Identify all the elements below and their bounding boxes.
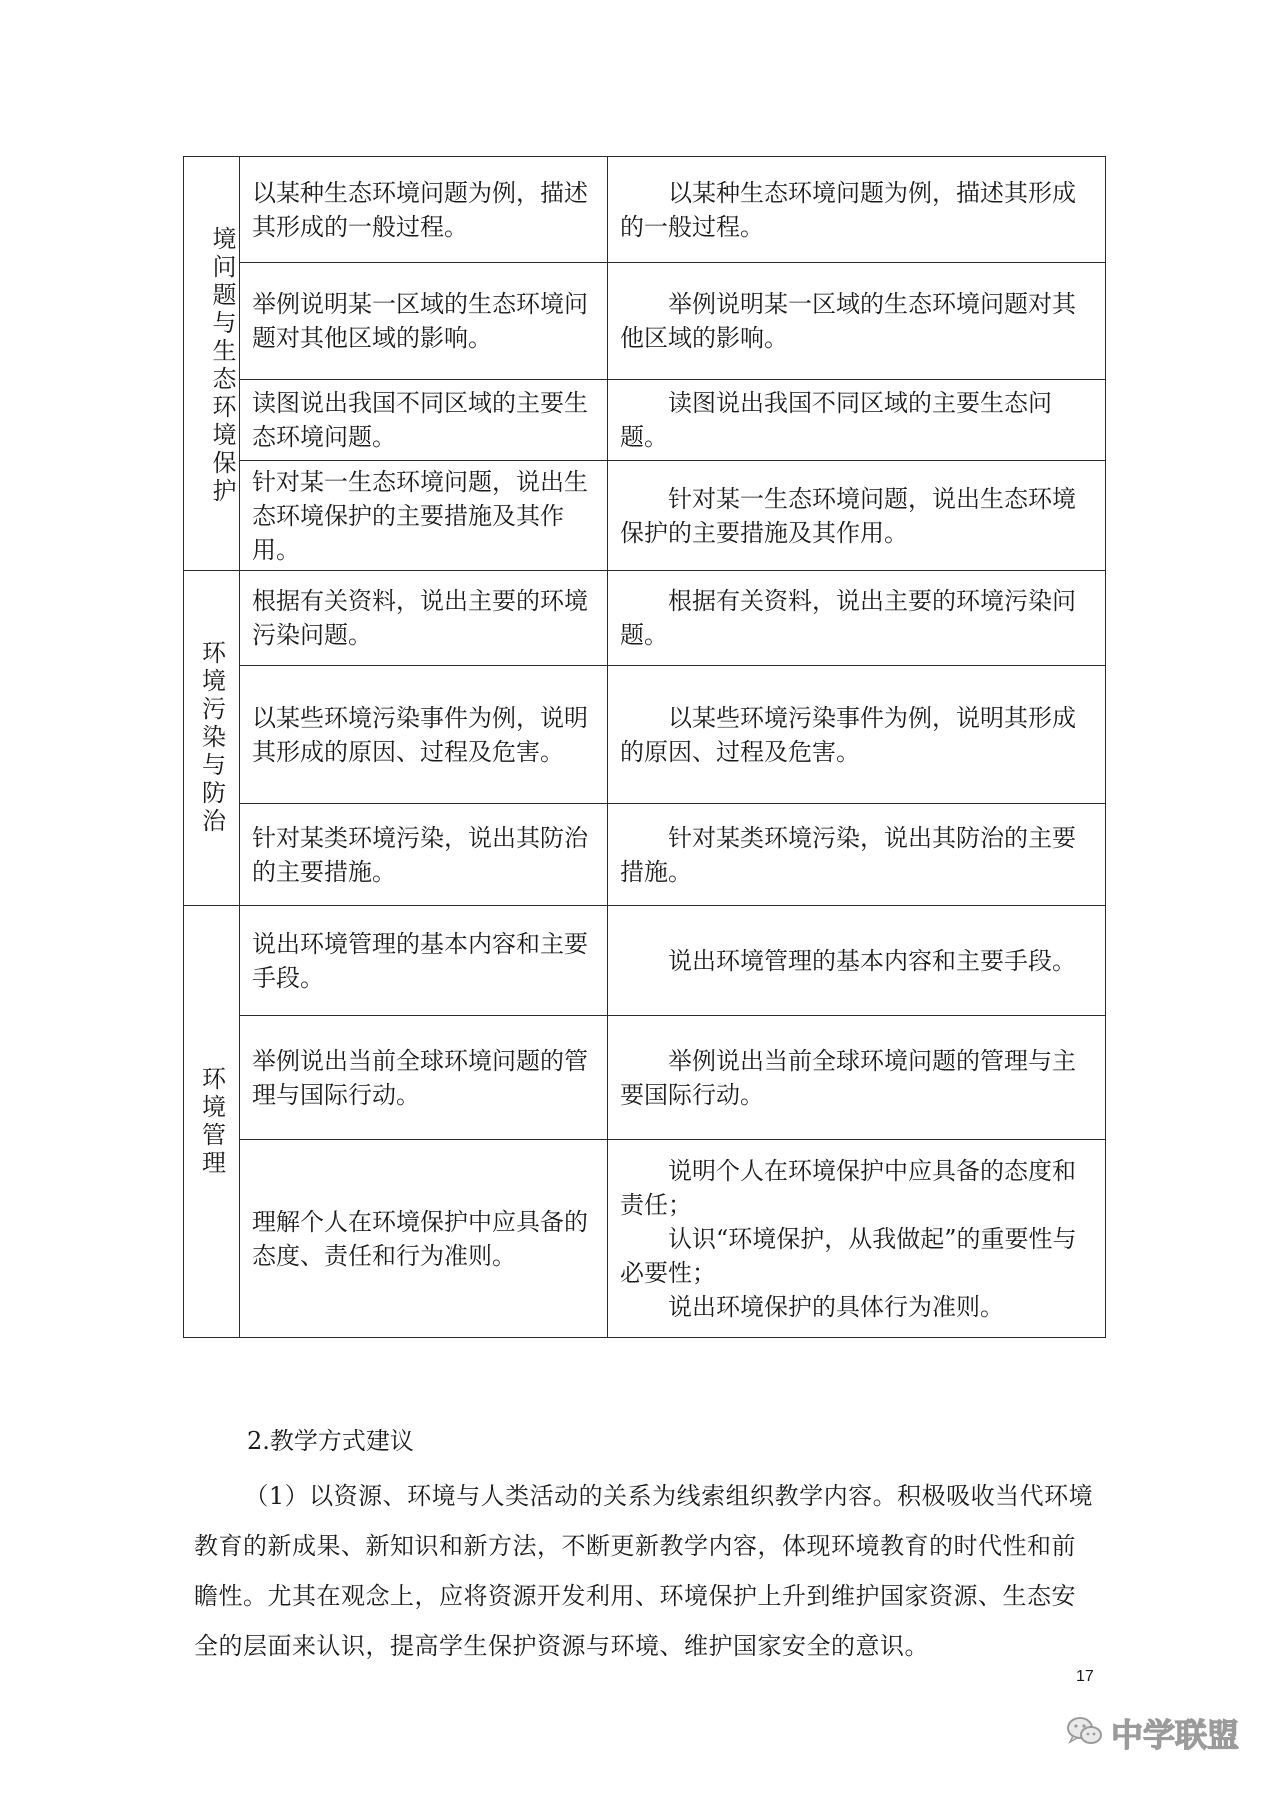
page-number: 17 bbox=[1076, 1668, 1094, 1685]
requirement-cell: 理解个人在环境保护中应具备的态度、责任和行为准则。 bbox=[240, 1140, 608, 1338]
curriculum-standard-table bbox=[183, 156, 1106, 1338]
goal-cell bbox=[608, 157, 1106, 263]
requirement-cell: 以某种生态环境问题为例，描述其形成的一般过程。 bbox=[240, 157, 608, 263]
goal-cell bbox=[608, 1140, 1106, 1338]
table-row bbox=[184, 571, 1106, 666]
table-row bbox=[184, 263, 1106, 380]
requirement-cell: 根据有关资料，说出主要的环境污染问题。 bbox=[240, 571, 608, 666]
goal-cell bbox=[608, 666, 1106, 804]
goal-cell bbox=[608, 571, 1106, 666]
goal-line: 举例说明某一区域的生态环境问题对其他区域的影响。 bbox=[620, 290, 1076, 352]
goal-line: 以某种生态环境问题为例，描述其形成的一般过程。 bbox=[620, 178, 1076, 241]
goal-line: 认识“环境保护，从我做起”的重要性与必要性； bbox=[620, 1224, 1077, 1287]
goal-cell bbox=[608, 380, 1106, 461]
goal-cell bbox=[608, 461, 1106, 571]
goal-line: 以某些环境污染事件为例，说明其形成的原因、过程及危害。 bbox=[620, 703, 1076, 766]
requirement-cell: 读图说出我国不同区域的主要生态环境问题。 bbox=[240, 380, 608, 461]
table-row bbox=[184, 1140, 1106, 1338]
goal-line: 说出环境管理的基本内容和主要手段。 bbox=[668, 946, 1076, 975]
table-row bbox=[184, 906, 1106, 1016]
requirement-cell: 以某些环境污染事件为例，说明其形成的原因、过程及危害。 bbox=[240, 666, 608, 804]
body-paragraph: （1）以资源、环境与人类活动的关系为线索组织教学内容。积极吸收当代环境教育的新成果、新知识和新方法，不断更新教学内容，体现环境教育的时代性和前瞻性。尤其在观念上，应将资源开发利用、环境保护上升到维护国家资源、生态安全的层面来认识，提高学生保护资源与环境、维护国家安全的意识。 bbox=[194, 1482, 1094, 1660]
watermark-label: 中学联盟 bbox=[1111, 1716, 1240, 1754]
table-row bbox=[184, 380, 1106, 461]
goal-line: 针对某一生态环境问题，说出生态环境保护的主要措施及其作用。 bbox=[620, 484, 1076, 547]
table-row bbox=[184, 666, 1106, 804]
requirement-cell: 举例说出当前全球环境问题的管理与国际行动。 bbox=[240, 1016, 608, 1140]
requirement-cell: 举例说明某一区域的生态环境问题对其他区域的影响。 bbox=[240, 263, 608, 380]
topic-cell: 境问题与生态环境保护 bbox=[184, 157, 240, 571]
topic-cell: 环境管理 bbox=[184, 906, 240, 1338]
goal-line: 根据有关资料，说出主要的环境污染问题。 bbox=[620, 587, 1076, 649]
goal-cell bbox=[608, 804, 1106, 906]
watermark bbox=[1065, 1710, 1239, 1756]
section-heading: 2.教学方式建议 bbox=[247, 1427, 414, 1455]
goal-line: 举例说出当前全球环境问题的管理与主要国际行动。 bbox=[620, 1046, 1076, 1109]
goal-line: 读图说出我国不同区域的主要生态问题。 bbox=[620, 389, 1052, 451]
goal-cell bbox=[608, 906, 1106, 1016]
goal-cell bbox=[608, 263, 1106, 380]
requirement-cell: 针对某一生态环境问题，说出生态环境保护的主要措施及其作用。 bbox=[240, 461, 608, 571]
table-row bbox=[184, 461, 1106, 571]
goal-line: 针对某类环境污染，说出其防治的主要措施。 bbox=[620, 823, 1076, 886]
requirement-cell: 说出环境管理的基本内容和主要手段。 bbox=[240, 906, 608, 1016]
goal-line: 说明个人在环境保护中应具备的态度和责任； bbox=[620, 1156, 1076, 1219]
wechat-icon bbox=[1065, 1714, 1105, 1752]
table-row bbox=[184, 804, 1106, 906]
goal-cell bbox=[608, 1016, 1106, 1140]
requirement-cell: 针对某类环境污染，说出其防治的主要措施。 bbox=[240, 804, 608, 906]
table-row bbox=[184, 157, 1106, 263]
topic-cell: 环境污染与防治 bbox=[184, 571, 240, 906]
table-row bbox=[184, 1016, 1106, 1140]
goal-line: 说出环境保护的具体行为准则。 bbox=[668, 1292, 1004, 1321]
